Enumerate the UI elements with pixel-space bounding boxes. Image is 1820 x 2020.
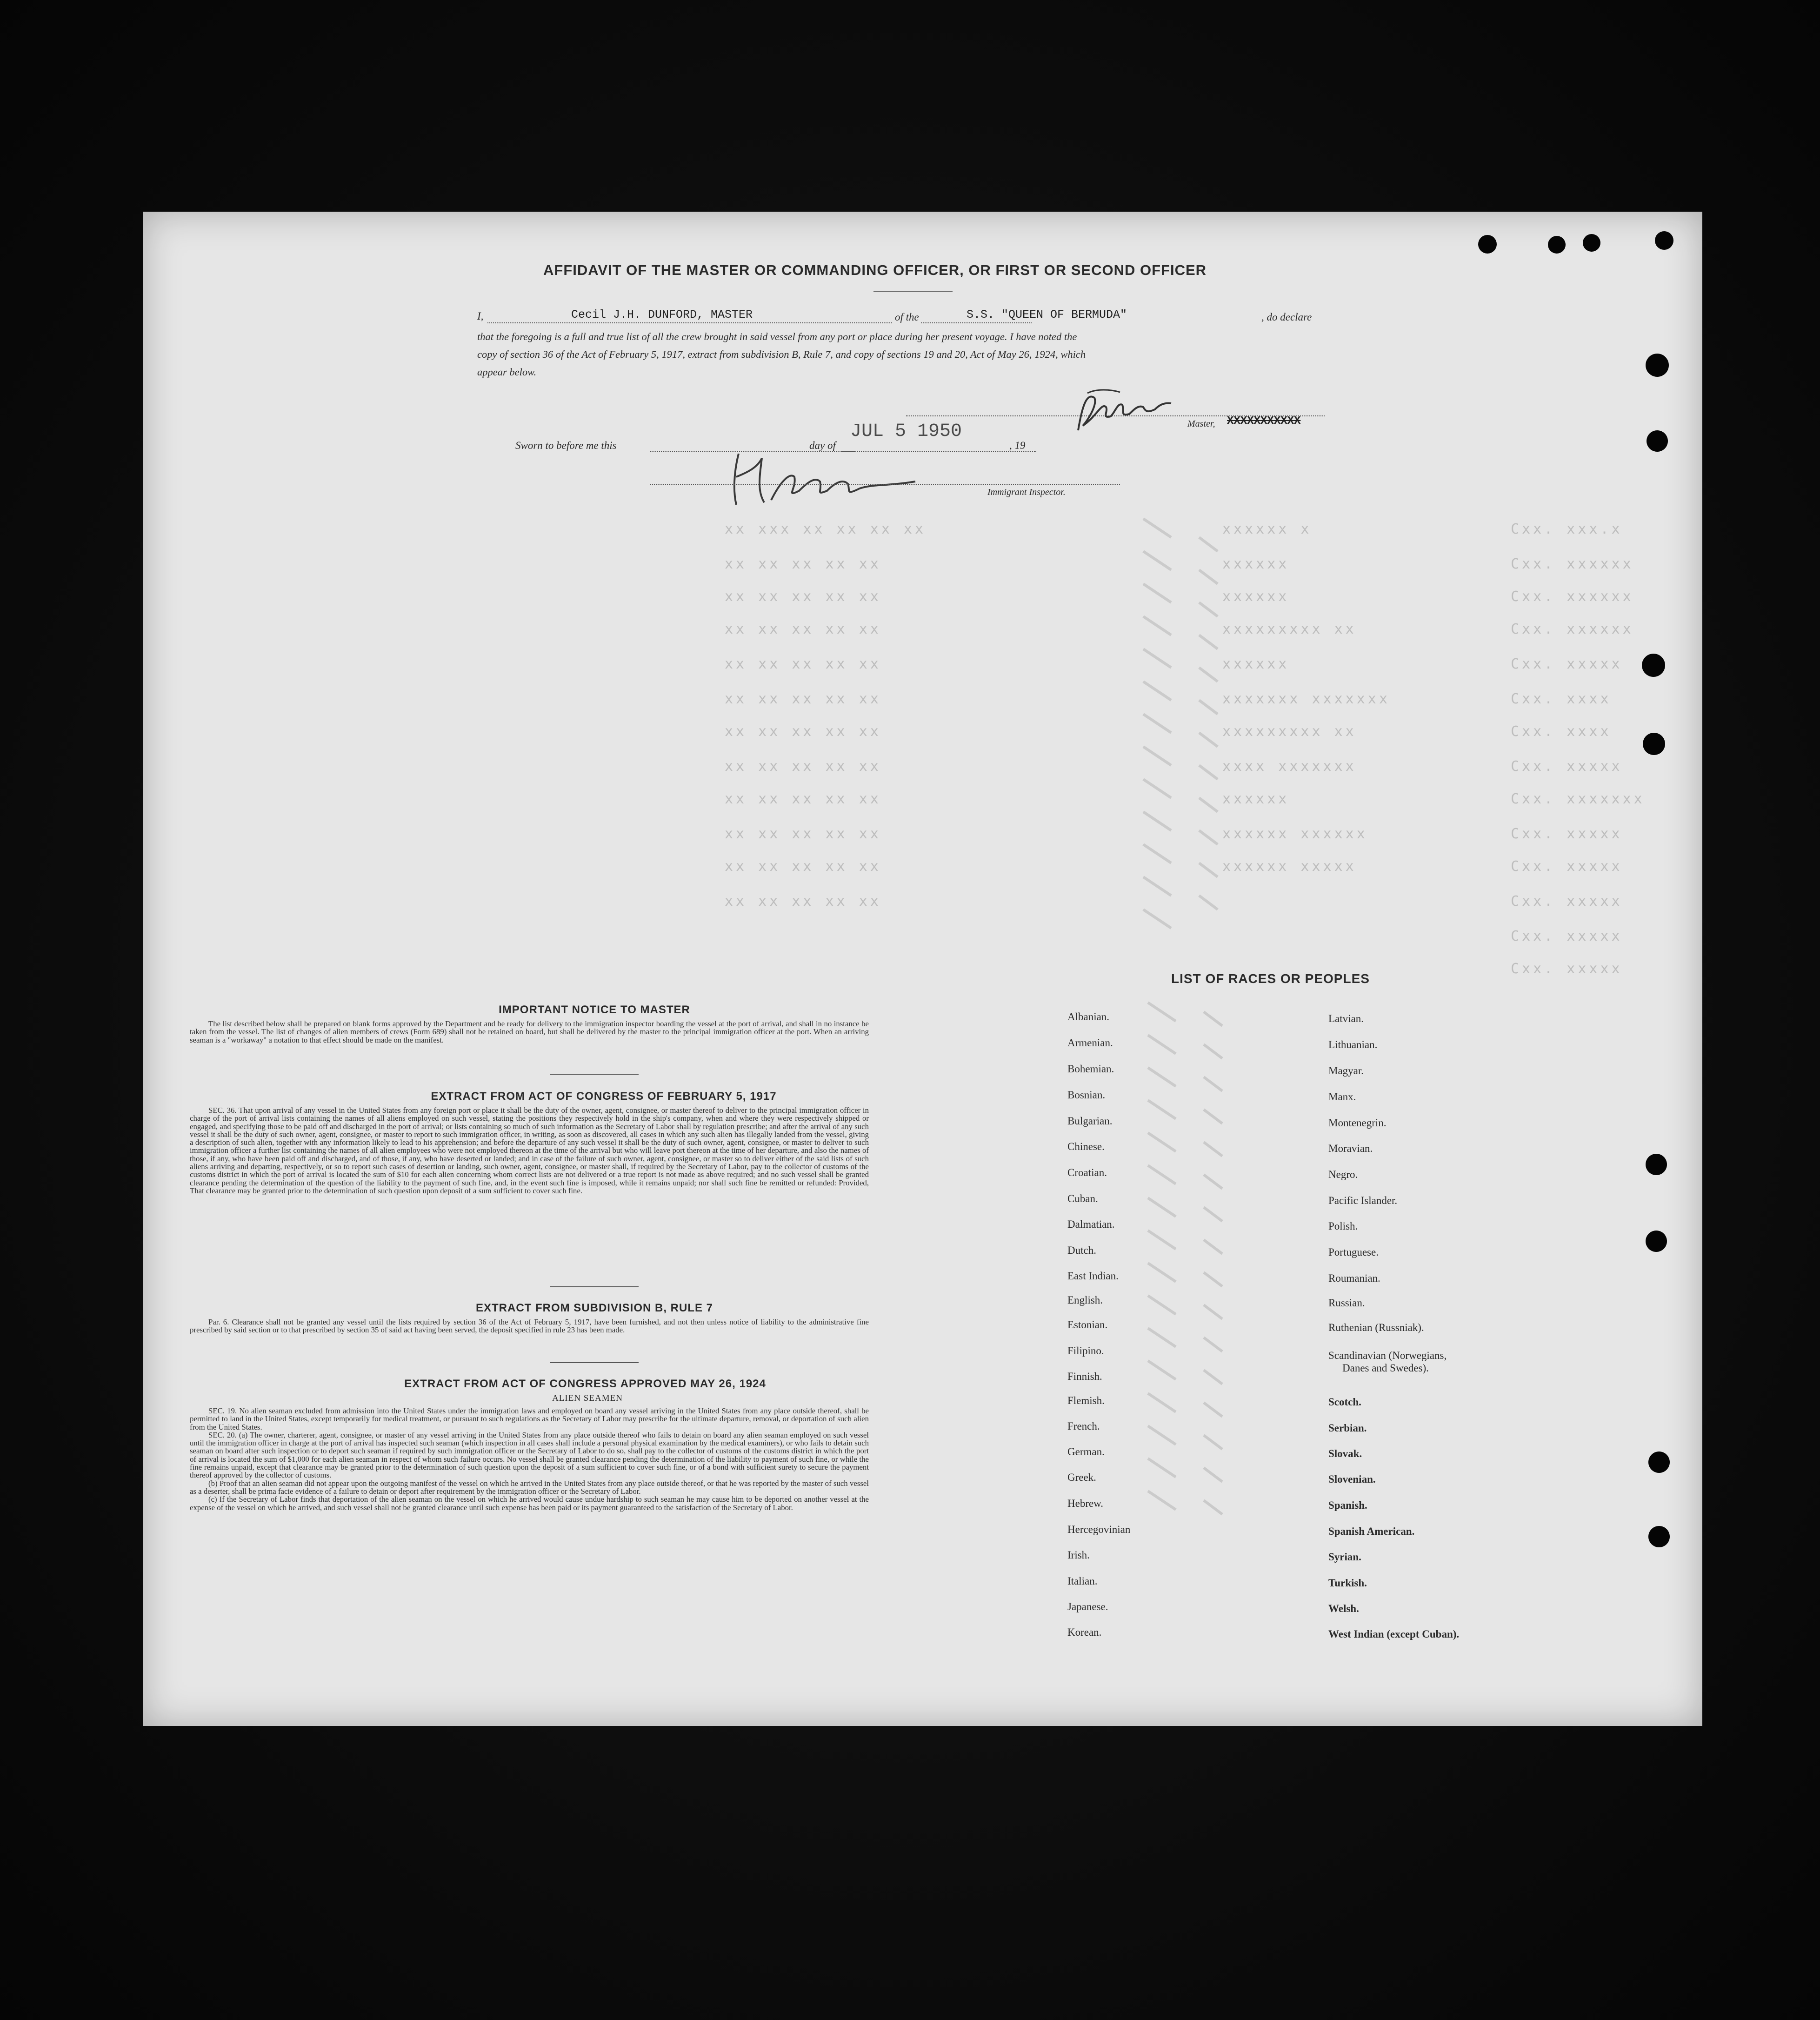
year-label: , 19 <box>1009 440 1026 451</box>
race-item: Welsh. <box>1328 1603 1359 1614</box>
extract-1924-title: EXTRACT FROM ACT OF CONGRESS APPROVED MAY 26, 1924 <box>404 1378 766 1390</box>
master-title-label: Master, <box>1187 419 1215 429</box>
race-item: Latvian. <box>1328 1013 1364 1024</box>
race-item: Armenian. <box>1067 1037 1113 1049</box>
master-name-line <box>487 322 1032 323</box>
struck-title: XXXXXXXXXXX <box>1227 415 1301 428</box>
section-divider <box>550 1074 639 1075</box>
race-item: Lithuanian. <box>1328 1039 1378 1050</box>
race-item: Slovak. <box>1328 1448 1362 1459</box>
race-item: Danes and Swedes). <box>1342 1362 1429 1374</box>
races-title: LIST OF RACES OR PEOPLES <box>1171 971 1370 986</box>
race-item: Korean. <box>1067 1626 1102 1638</box>
extract-1924-text: SEC. 19. No alien seaman excluded from admission into the United States under the immigration laws and employed on board any vessel arriving in the United States from any place outside thereof, shall be permitted to land in the United States, except temporarily for medical treatment, or pursuant to such regulations as the Secretary of Labor may prescribe for the ultimate departure, removal, or deportation of such alien from the United States. SEC. 20. (a) The owner, charterer, agent, consignee, or master of any vessel arriving in the United States from any place outside thereof who fails to detain on board any alien seaman employed on such vessel until the immigration officer in charge at the port of arrival has inspected such seaman (which inspection in all cases shall include a personal physical examination by the medical examiners), or who fails to detain such seaman on board after such inspection or to deport such seaman if required by such immigration officer or the Secretary of Labor to do so, shall pay to the collector of customs of the customs district in which the port of arrival is located the sum of $1,000 for each alien seaman in respect of whom such failure occurs. No vessel shall be granted clearance pending the determination of the liability to payment of such fine, or while the fine remains unpaid, except that clearance may be granted prior to the determination of such question upon the deposit of a sum sufficient to cover such fine, or of a bond with sufficient surety to secure the payment thereof approved by the collector of customs. (b) Proof that an alien seaman did not appear upon the outgoing manifest of the vessel on which he arrived in the United States from any place outside thereof, or that he was reported by the master of such vessel as a deserter, shall be prima facie evidence of a failure to detain or deport after requirement by the immigration officer or the Secretary of Labor. (c) If the Secretary of Labor finds that deportation of the alien seaman on the vessel on which he arrived would cause undue hardship to such seaman he may cause him to be deported on another vessel at the expense of the vessel on which he arrived, and such vessel shall not be granted clearance until such expense has been paid or its payment guaranteed to the satisfaction of the Secretary of Labor. <box>190 1406 869 1512</box>
race-item: English. <box>1067 1294 1103 1306</box>
race-item: Scotch. <box>1328 1396 1361 1408</box>
do-declare-label: , do declare <box>1260 311 1313 323</box>
inspector-label: Immigrant Inspector. <box>987 487 1066 497</box>
race-item: Irish. <box>1067 1549 1090 1561</box>
race-item: Croatian. <box>1067 1167 1107 1178</box>
race-item: Hebrew. <box>1067 1498 1104 1509</box>
race-item: West Indian (except Cuban). <box>1328 1628 1460 1640</box>
race-item: Japanese. <box>1067 1601 1108 1612</box>
race-item: Ruthenian (Russniak). <box>1328 1322 1424 1333</box>
race-item: Estonian. <box>1067 1319 1108 1331</box>
race-item: Filipino. <box>1067 1345 1104 1357</box>
affidavit-body-line2: that the foregoing is a full and true list of all the crew brought in said vessel from any port or place during her present voyage. I have noted the <box>477 331 1077 342</box>
race-item: Bohemian. <box>1067 1063 1114 1075</box>
master-signature <box>1069 384 1180 440</box>
race-item: Scandinavian (Norwegians, <box>1328 1350 1447 1361</box>
race-item: Spanish American. <box>1328 1525 1415 1537</box>
race-item: Finnish. <box>1067 1371 1102 1382</box>
race-item: Bulgarian. <box>1067 1115 1113 1127</box>
race-item: German. <box>1067 1446 1105 1458</box>
race-item: Dutch. <box>1067 1244 1096 1256</box>
affidavit-body-line3: copy of section 36 of the Act of February 5, 1917, extract from subdivision B, Rule 7, and copy of sections 19 and 20, Act of May 26, 1924, which <box>477 348 1086 360</box>
race-item: Greek. <box>1067 1472 1096 1483</box>
race-item: Chinese. <box>1067 1141 1105 1152</box>
of-the-label: of the <box>893 311 921 323</box>
date-stamp: JUL 5 1950 <box>850 421 962 442</box>
title-rule <box>873 291 953 292</box>
race-item: Syrian. <box>1328 1551 1361 1563</box>
race-item: East Indian. <box>1067 1270 1119 1282</box>
race-item: Serbian. <box>1328 1422 1367 1434</box>
manifest-page: Cxx. xxx.x Cxx. xxxxxx Cxx. xxxxxx Cxx. xxxxxx Cxx. xxxxx Cxx. xxxx Cxx. xxxx Cxx. xxxxx Cxx. xxxxxxx Cxx. xxxxx Cxx. xxxxx Cxx. xxxxx Cxx. xxxxx Cxx. xxxxx xxxxxx x xxxxxx xxxxxx xxxxxxxxx xx xxxxxx xxxxxxx xxxxxxx xxxxxxxxx xx xxxx xxxxxxx xxxxxx xxxxxx xxxxxx xxxxxx xxxxx xx xxx xx xx xx xx xx xx xx xx xx xx xx xx xx xx xx xx xx xx xx xx xx xx xx xx xx xx xx xx xx xx xx xx xx xx xx xx xx xx xx xx xx xx xx xx xx xx xx xx xx xx xx xx xx xx xx xx xx xx xx AFFIDAVIT OF THE MASTER OR COMMANDING OFFICER, OR FIRST OR SECOND OFFICER I, Cecil J.H. DUNFORD, MASTER of the S.S. "QUEEN OF BERMUDA" , do declare that the foregoing is a full and true list of all the crew brought in said vessel from any port or place during her present voyage. I have noted the copy of section 36 of the Act of February 5, 1917, extract from subdivision B, Rule 7, and copy of sections 19 and 20, Act of May 26, 1924, which appear below. Master, XXXXXXXXXXX Sworn to before me this day of JUL 5 1950 , 19 Immigrant Inspector. IMPORTANT NOTICE TO MASTER The list described below shall be prepared on blank forms approved by the Department and be ready for delivery to the immigration inspector boarding the vessel at the port of arrival, and shall in no instance be taken from the vessel. The list of changes of alien members of crews (Form 689) shall not be retained on board, but shall be delivered by the master to the principal immigration officer at the port. When an arriving seaman is a "workaway" a notation to that effect should be made on the manifest. EXTRACT FROM ACT OF CONGRESS OF FEBRUARY 5, 1917 SEC. 36. That upon arrival of any vessel in the United States from any foreign port or place it shall be the duty of the owner, agent, consignee, or master thereof to deliver to the principal immigration officer in charge of the port of arrival lists containing the names of all aliens employed on such vessel, stating the positions they respectively hold in the ship's company, when and where they were respectively shipped or engaged, and specifying those to be paid off and discharged in the port of arrival; or lists containing so much of such information as the Secretary of Labor shall by regulation prescribe; and after the arrival of any such vessel it shall be the duty of such owner, agent, consignee, or master to report to such immigration officer, in writing, as soon as discovered, all cases in which any such alien has illegally landed from the vessel, giving a description of such alien, together with any information likely to lead to his apprehension; and before the departure of any such vessel it shall be the duty of such owner, agent, consignee, or master to deliver to such immigration officer a further list containing the names of all alien employees who were not employed thereon at the time of the arrival but who will leave port thereon at the time of her departure, and also the names of those, if any, who have been paid off and discharged, and of those, if any, who have deserted or landed; and in case of the failure of such owner, agent, consignee, or master so to deliver either of the said lists of such aliens arriving and departing, respectively, or so to report such cases of desertion or landing, such owner, agent, consignee, or master shall, if required by the Secretary of Labor, pay to the collector of customs of the customs district in which the port of arrival is located the sum of $10 for each alien concerning whom correct lists are not delivered or a true report is not made as above required; and no such vessel shall be granted clearance pending the determination of the question of the liability to the payment of such fine, and, in the event such fine is imposed, while it remains unpaid; nor shall such fine be remitted or refunded: Provided, That clearance may be granted prior to the determination of such question upon deposit of a sum sufficient to cover such fine. EXTRACT FROM SUBDIVISION B, RULE 7 Par. 6. Clearance shall not be granted any vessel until the lists required by section 36 of the Act of February 5, 1917, have been furnished, and not then unless notice of liability to the administrative fine prescribed by said section or to that prescribed by section 35 of said act having been served, the deposit specified in rule 23 has been made. EXTRACT FROM ACT OF CONGRESS APPROVED MAY 26, 1924 ALIEN SEAMEN SEC. 19. No alien seaman excluded from admission into the United States under the immigration laws and employed on board any vessel arriving in the United States from any place outside thereof, shall be permitted to land in the United States, except temporarily for medical treatment, or pursuant to such regulations as the Secretary of Labor may prescribe for the ultimate departure, removal, or deportation of such alien from the United States. SEC. 20. (a) The owner, charterer, agent, consignee, or master of any vessel arriving in the United States from any place outside thereof who fails to detain on board any alien seaman employed on such vessel until the immigration officer in charge at the port of arrival has inspected such seaman (which inspection in all cases shall include a personal physical examination by the medical examiners), or who fails to detain such seaman on board after such inspection or to deport such seaman if required by such immigration officer or the Secretary of Labor to do so, shall pay to the collector of customs of the customs district in which the port of arrival is located the sum of $1,000 for each alien seaman in respect of whom such failure occurs. No vessel shall be granted clearance pending the determination of the liability to payment of such fine, or while the fine remains unpaid, except that clearance may be granted prior to the determination of such question upon the deposit of a sum sufficient to cover such fine, or of a bond with sufficient surety to secure the payment thereof approved by the collector of customs. (b) Proof that an alien seaman did not appear upon the outgoing manifest of the vessel on which he arrived in the United States from any place outside thereof, or that he was reported by the master of such vessel as a deserter, shall be prima facie evidence of a failure to detain or deport after requirement by the immigration officer or the Secretary of Labor. (c) If the Secretary of Labor finds that deportation of the alien seaman on the vessel on which he arrived would cause undue hardship to such seaman he may cause him to be deported on another vessel at the expense of the vessel on which he arrived, and such vessel shall not be granted clearance until such expense has been paid or its payment guaranteed to the satisfaction of the Secretary of Labor. LIST OF RACES OR PEOPLES Albanian. Armenian. Bohemian. Bosnian. Bulgarian. Chinese. Croatian. Cuban. Dalmatian. Dutch. East Indian. English. Estonian. Filipino. Finnish. Flemish. French. German. Greek. Hebrew. Hercegovinian Irish. Italian. Japanese. Korean. Latvian. Lithuanian. Magyar. Manx. Montenegrin. Moravian. Negro. Pacific Islander. Polish. Portuguese. Roumanian. Russian. Ruthenian (Russniak). Scandinavian (Norwegians, Danes and Swedes). Scotch. Serbian. Slovak. Slovenian. Spanish. Spanish American. Syrian. Turkish. Welsh. West Indian (except Cuban). <box>143 212 1702 1726</box>
section-divider <box>550 1362 639 1363</box>
race-item: Montenegrin. <box>1328 1117 1387 1129</box>
race-item: Portuguese. <box>1328 1246 1379 1258</box>
vessel-name: S.S. "QUEEN OF BERMUDA" <box>967 308 1127 321</box>
race-item: Negro. <box>1328 1169 1358 1180</box>
race-item: Cuban. <box>1067 1193 1098 1204</box>
race-item: Slovenian. <box>1328 1473 1376 1485</box>
notice-title: IMPORTANT NOTICE TO MASTER <box>499 1003 690 1016</box>
race-item: Magyar. <box>1328 1065 1364 1077</box>
race-item: Russian. <box>1328 1297 1365 1309</box>
race-item: Hercegovinian <box>1067 1524 1131 1535</box>
affidavit-title: AFFIDAVIT OF THE MASTER OR COMMANDING OFFICER, OR FIRST OR SECOND OFFICER <box>543 262 1207 278</box>
extract-1917-text: SEC. 36. That upon arrival of any vessel in the United States from any foreign port or place it shall be the duty of the owner, agent, consignee, or master thereof to deliver to the principal immigration officer in charge of the port of arrival lists containing the names of all aliens employed on such vessel, stating the positions they respectively hold in the ship's company, when and where they were respectively shipped or engaged, and specifying those to be paid off and discharged in the port of arrival; or lists containing so much of such information as the Secretary of Labor shall by regulation prescribe; and after the arrival of any such vessel it shall be the duty of such owner, agent, consignee, or master to report to such immigration officer, in writing, as soon as discovered, all cases in which any such alien has illegally landed from the vessel, giving a description of such alien, together with any information likely to lead to his apprehension; and before the departure of any such vessel it shall be the duty of such owner, agent, consignee, or master to deliver to such immigration officer a further list containing the names of all alien employees who were not employed thereon at the time of the arrival but who will leave port thereon at the time of her departure, and also the names of those, if any, who have been paid off and discharged, and of those, if any, who have deserted or landed; and in case of the failure of such owner, agent, consignee, or master so to deliver either of the said lists of such aliens arriving and departing, respectively, or so to report such cases of desertion or landing, such owner, agent, consignee, or master shall, if required by the Secretary of Labor, pay to the collector of customs of the customs district in which the port of arrival is located the sum of $10 for each alien concerning whom correct lists are not delivered or a true report is not made as above required; and no such vessel shall be granted clearance pending the determination of the question of the liability to the payment of such fine, and, in the event such fine is imposed, while it remains unpaid; nor shall such fine be remitted or refunded: Provided, That clearance may be granted prior to the determination of such question upon deposit of a sum sufficient to cover such fine. <box>190 1106 869 1195</box>
affidavit-body-line4: appear below. <box>477 366 537 378</box>
section-divider <box>550 1286 639 1287</box>
race-item: Roumanian. <box>1328 1272 1380 1284</box>
inspector-signature <box>720 444 934 514</box>
day-of-label: day of <box>809 440 836 451</box>
master-name: Cecil J.H. DUNFORD, MASTER <box>571 308 753 321</box>
race-item: Italian. <box>1067 1575 1098 1587</box>
race-item: Dalmatian. <box>1067 1218 1115 1230</box>
race-item: Turkish. <box>1328 1577 1367 1589</box>
race-item: French. <box>1067 1420 1100 1432</box>
sworn-label: Sworn to before me this <box>515 440 617 451</box>
race-item: Polish. <box>1328 1220 1358 1232</box>
rule7-title: EXTRACT FROM SUBDIVISION B, RULE 7 <box>475 1302 713 1314</box>
race-item: Manx. <box>1328 1091 1356 1103</box>
rule7-text: Par. 6. Clearance shall not be granted any vessel until the lists required by section 36 of the Act of February 5, 1917, have been furnished, and not then unless notice of liability to the administrative fine prescribed by said section or to that prescribed by section 35 of said act having been served, the deposit specified in rule 23 has been made. <box>190 1318 869 1335</box>
race-item: Bosnian. <box>1067 1089 1106 1101</box>
race-item: Pacific Islander. <box>1328 1195 1398 1206</box>
alien-seamen-subtitle: ALIEN SEAMEN <box>552 1393 623 1403</box>
race-item: Spanish. <box>1328 1499 1367 1511</box>
race-item: Albanian. <box>1067 1011 1110 1023</box>
race-item: Moravian. <box>1328 1143 1373 1154</box>
inspector-signature-line <box>650 484 1120 485</box>
race-item: Flemish. <box>1067 1395 1105 1406</box>
notice-text: The list described below shall be prepared on blank forms approved by the Department and be ready for delivery to the immigration inspector boarding the vessel at the port of arrival, and shall in no instance be taken from the vessel. The list of changes of alien members of crews (Form 689) shall not be retained on board, but shall be delivered by the master to the principal immigration officer at the port. When an arriving seaman is a "workaway" a notation to that effect should be made on the manifest. <box>190 1019 869 1044</box>
extract-1917-title: EXTRACT FROM ACT OF CONGRESS OF FEBRUARY 5, 1917 <box>431 1090 777 1103</box>
declarant-prefix: I, <box>477 310 484 322</box>
